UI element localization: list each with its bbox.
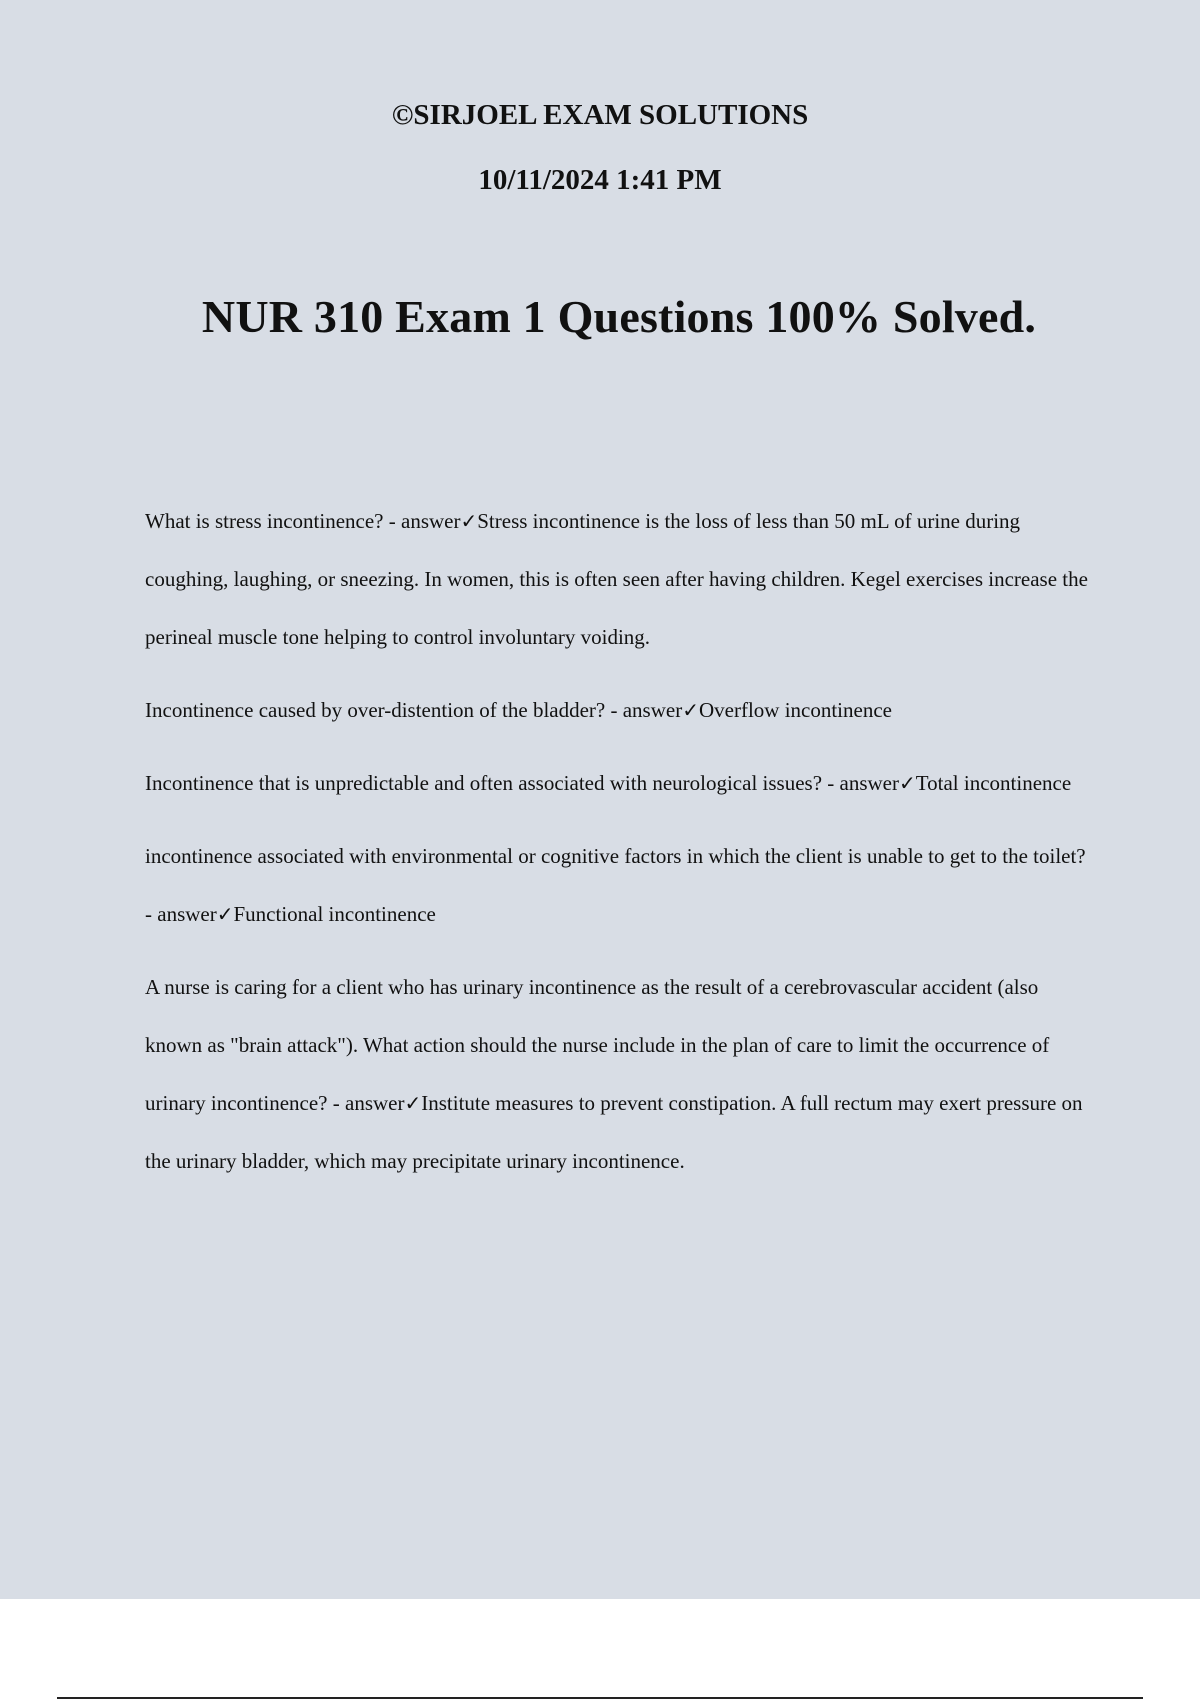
question-text: What is stress incontinence? - answer bbox=[145, 509, 461, 533]
question-text: Incontinence that is unpredictable and often associated with neurological issues? - answer bbox=[145, 771, 899, 795]
footer-divider bbox=[57, 1697, 1143, 1699]
qa-item bbox=[145, 492, 1090, 666]
checkmark-icon: ✓ bbox=[682, 698, 699, 722]
qa-item bbox=[145, 754, 1090, 812]
qa-item bbox=[145, 681, 1090, 739]
checkmark-icon: ✓ bbox=[899, 771, 916, 795]
question-text: A nurse is caring for a client who has urinary incontinence as the result of a cerebrovascular accident (also known as "brain attack"). What action should the nurse include in the plan of care to limit the occurrence of urinary incontinence? - answer bbox=[145, 975, 1050, 1115]
brand-header: ©SIRJOEL EXAM SOLUTIONS bbox=[391, 99, 809, 131]
answer-text: Functional incontinence bbox=[233, 902, 436, 926]
checkmark-icon: ✓ bbox=[460, 509, 478, 533]
question-text: incontinence associated with environmental or cognitive factors in which the client is unable to get to the toilet? - answer bbox=[145, 844, 1086, 926]
question-text: Incontinence caused by over-distention of the bladder? - answer bbox=[145, 698, 683, 722]
checkmark-icon: ✓ bbox=[404, 1091, 422, 1115]
answer-text: Total incontinence bbox=[915, 771, 1072, 795]
answer-text: Stress incontinence is the loss of less than 50 mL of urine during coughing, laughing, or sneezing. In women, this is often seen after having children. Kegel exercises increase the perineal muscle tone helping to control involuntary voiding. bbox=[145, 509, 1088, 649]
answer-text: Overflow incontinence bbox=[698, 698, 892, 722]
date-time-stamp: 10/11/2024 1:41 PM bbox=[478, 164, 722, 196]
qa-item bbox=[145, 958, 1090, 1190]
qa-list bbox=[145, 492, 1090, 1190]
qa-item bbox=[145, 827, 1090, 943]
checkmark-icon: ✓ bbox=[216, 902, 234, 926]
answer-text: Institute measures to prevent constipation. A full rectum may exert pressure on the urinary bladder, which may precipitate urinary incontinence. bbox=[145, 1091, 1083, 1173]
document-title: NUR 310 Exam 1 Questions 100% Solved. bbox=[201, 291, 1037, 342]
